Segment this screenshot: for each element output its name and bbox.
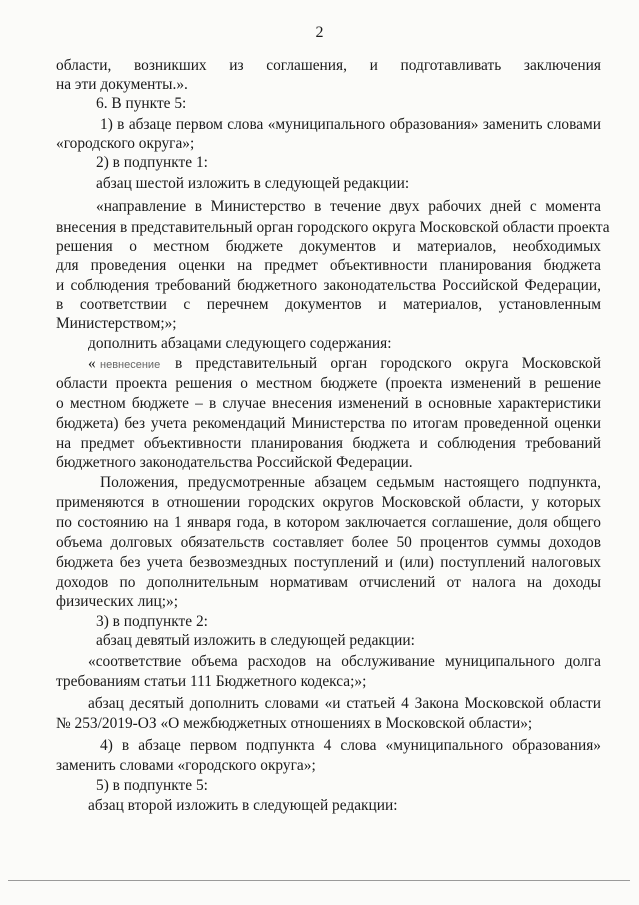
text-line: 4) в абзаце первом подпункта 4 слова «муниципального образования» [100, 737, 601, 754]
text-line: «городского округа»; [56, 135, 195, 152]
text-line: абзац шестой изложить в следующей редакции: [96, 175, 410, 192]
text-line: для проведения оценки на предмет объективности планирования бюджета [56, 257, 601, 274]
text-line: бюджетного законодательства Российской Федерации. [56, 454, 413, 471]
text-line: 3) в подпункте 2: [96, 613, 208, 630]
text-line: 2) в подпункте 1: [96, 154, 208, 171]
text-line: «направление в Министерство в течение двух рабочих дней с момента [96, 198, 601, 215]
text-line: и соблюдения требований бюджетного законодательства Российской Федерации, [56, 277, 601, 294]
text-line: по состоянию на 1 января года, в котором заключается соглашение, доля общего [56, 514, 601, 531]
text-line: абзац второй изложить в следующей редакции: [88, 797, 398, 814]
text-line: на эти документы.». [56, 76, 188, 93]
text-line: на предмет объективности планирования бюджета и соблюдения требований [56, 435, 601, 452]
text-line: объема долговых обязательств составляет более 50 процентов суммы доходов [56, 534, 601, 551]
text-line: «соответствие объема расходов на обслуживание муниципального долга [88, 653, 601, 670]
text-line: области проекта решения о местном бюджете (проекта изменений в решение [56, 375, 601, 392]
text-line: 1) в абзаце первом слова «муниципального образования» заменить словами [100, 116, 601, 133]
text-line: заменить словами «городского округа»; [56, 757, 316, 774]
text-line: абзац десятый дополнить словами «и статьей 4 Закона Московской области [88, 695, 601, 712]
text-line: о местном бюджете – в случае внесения изменений в основные характеристики [56, 395, 601, 412]
text-line: Министерством;»; [56, 315, 177, 332]
text-line: в соответствии с перечнем документов и материалов, установленным [56, 296, 601, 313]
text-line: 6. В пункте 5: [96, 95, 187, 112]
text-line: требованиям статьи 111 Бюджетного кодекса;»; [56, 673, 367, 690]
quote-open: « [88, 355, 96, 372]
text-line: внесения в представительный орган городского округа Московской области проекта [56, 219, 610, 236]
text-line: бюджета) без учета рекомендаций Министерства по итогам проведенной оценки [56, 415, 601, 432]
typed-insertion: невнесение [100, 359, 161, 371]
footer-divider [8, 880, 630, 881]
text-line: абзац девятый изложить в следующей редакции: [96, 632, 415, 649]
text-line: Положения, предусмотренные абзацем седьмым настоящего подпункта, [100, 474, 601, 491]
text-line: бюджета без учета безвозмездных поступлений и (или) поступлений налоговых [56, 554, 601, 571]
page-number: 2 [315, 24, 324, 41]
text-line: доходов по дополнительным нормативам отчислений от налога на доходы [56, 574, 601, 591]
text-line: 5) в подпункте 5: [96, 777, 208, 794]
text-line: применяются в отношении городских округов Московской области, у которых [56, 494, 601, 511]
text-line: области, возникших из соглашения, и подготавливать заключения [56, 57, 601, 74]
text-line: № 253/2019-ОЗ «О межбюджетных отношениях в Московской области»; [56, 715, 533, 732]
text-line: решения о местном бюджете документов и материалов, необходимых [56, 238, 601, 255]
text-line: дополнить абзацами следующего содержания: [88, 335, 392, 352]
text-line: в представительный орган городского округа Московской [175, 355, 601, 372]
text-line: физических лиц;»; [56, 593, 178, 610]
